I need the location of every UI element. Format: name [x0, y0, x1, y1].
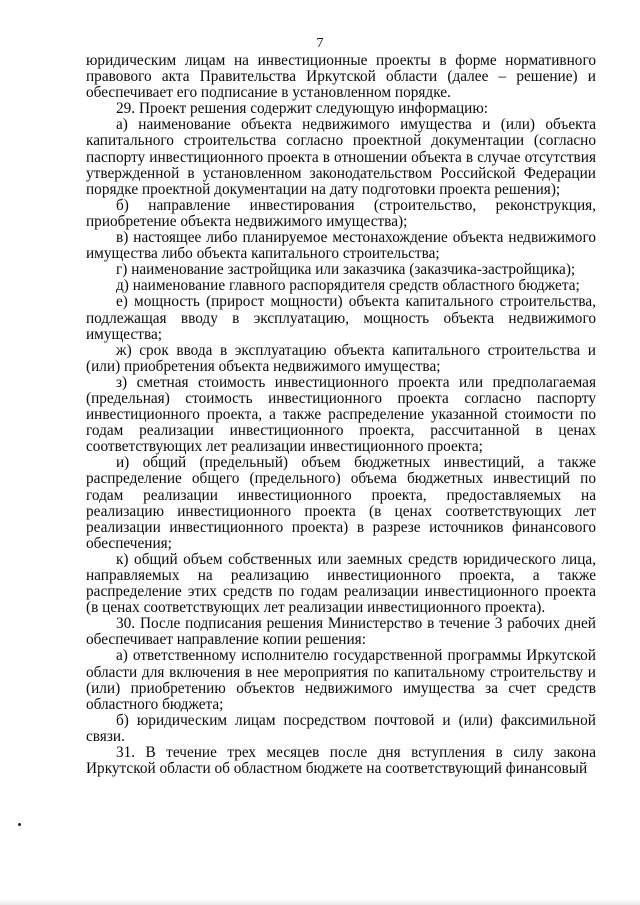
paragraph-30-b: б) юридическим лицам посредством почтовой и (или) факсимильной связи. — [86, 711, 596, 745]
paragraph-29-v: в) настоящее либо планируемое местонахождение объекта недвижимого имущества либо объекта капитального строительства; — [86, 229, 596, 263]
document-body — [86, 53, 596, 777]
paragraph-29-a: а) наименование объекта недвижимого имущества и (или) объекта капитального строительства согласно проектной документации (согласно паспорту инвестиционного проекта в отношении объекта в случае отсутствия утвержденной в установленном законодательством Российской Федерации порядке проектной документации на дату подготовки проекта решения); — [86, 116, 596, 198]
paragraph-29-z: з) сметная стоимость инвестиционного проекта или предполагаемая (предельная) стоимость инвестиционного проекта согласно паспорту инвестиционного проекта, а также распределение указанной стоимости по годам реализации инвестиционного проекта, рассчитанной в ценах соответствующих лет реализации инвестиционного проекта; — [86, 373, 596, 456]
page-bottom-edge — [0, 899, 640, 905]
paragraph-29-d: д) наименование главного распорядителя средств областного бюджета; — [116, 277, 580, 295]
paragraph-29: 29. Проект решения содержит следующую информацию: — [116, 100, 489, 118]
paragraph-29-g: г) наименование застройщика или заказчика (заказчика-застройщика); — [116, 261, 576, 279]
paragraph-29-k: к) общий объем собственных или заемных средств юридического лица, направляемых на реализацию инвестиционного проекта, а также распределение этих средств по годам реализации инвестиционного проекта (в ценах соответствующих лет реализации инвестиционного проекта). — [86, 550, 596, 617]
paragraph-29-e: е) мощность (прирост мощности) объекта капитального строительства, подлежащая вводу в эксплуатацию, мощность объекта недвижимого имущества; — [86, 293, 596, 343]
paragraph-30-a: а) ответственному исполнителю государственной программы Иркутской области для включения в нее мероприятия по капитальному строительству и (или) приобретению объектов недвижимого имущества за счет средств областного бюджета; — [86, 647, 596, 713]
paragraph-continuation: юридическим лицам на инвестиционные проекты в форме нормативного правового акта Правительства Иркутской области (далее – решение) и обеспечивает его подписание в установленном порядке. — [86, 52, 596, 102]
paragraph-29-i: и) общий (предельный) объем бюджетных инвестиций, а также распределение общего (предельного) объема бюджетных инвестиций по годам реализации инвестиционного проекта, предоставляемых на реализацию инвестиционного проекта (в ценах соответствующих лет реализации инвестиционного проекта) в разрезе источников финансового обеспечения; — [86, 454, 596, 552]
scan-speck — [18, 823, 21, 826]
paragraph-30: 30. После подписания решения Министерство в течение 3 рабочих дней обеспечивает направление копии решения: — [86, 615, 596, 649]
paragraph-29-zh: ж) срок ввода в эксплуатацию объекта капитального строительства и (или) приобретения объекта недвижимого имущества; — [86, 341, 596, 375]
paragraph-31: 31. В течение трех месяцев после дня вступления в силу закона Иркутской области об областном бюджете на соответствующий финансовый — [86, 744, 596, 778]
page-number: 7 — [316, 36, 324, 51]
paragraph-29-b: б) направление инвестирования (строительство, реконструкция, приобретение объекта недвижимого имущества); — [86, 196, 596, 230]
